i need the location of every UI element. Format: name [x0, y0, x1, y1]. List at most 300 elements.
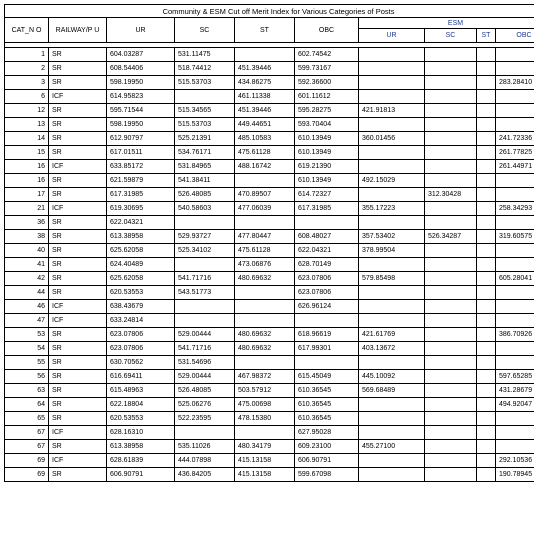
- cell-cat-no: 17: [5, 188, 49, 202]
- table-row: [5, 90, 534, 104]
- cell-cat-no: 67: [5, 426, 49, 440]
- merit-index-sheet: [4, 4, 534, 482]
- cell-ur: 614.95823: [107, 90, 175, 104]
- cell-st: 470.89507: [235, 188, 295, 202]
- cell-st: 475.61128: [235, 244, 295, 258]
- cell-esm-st: [477, 468, 496, 482]
- cell-sc: 525.06276: [175, 398, 235, 412]
- cell-sc: 529.00444: [175, 370, 235, 384]
- cell-sc: 436.84205: [175, 468, 235, 482]
- cell-sc: 515.53703: [175, 76, 235, 90]
- cell-railway: ICF: [49, 454, 107, 468]
- cell-st: 415.13158: [235, 454, 295, 468]
- cell-ur: 628.16310: [107, 426, 175, 440]
- cell-esm-sc: [425, 244, 477, 258]
- cell-obc: 606.90791: [295, 454, 359, 468]
- cell-cat-no: 55: [5, 356, 49, 370]
- cell-sc: 529.00444: [175, 328, 235, 342]
- cell-obc: 610.13949: [295, 174, 359, 188]
- cell-esm-st: [477, 132, 496, 146]
- cell-esm-obc: 292.10536: [496, 454, 534, 468]
- cell-sc: 526.48085: [175, 188, 235, 202]
- cell-ur: 612.90797: [107, 132, 175, 146]
- cell-sc: 518.74412: [175, 62, 235, 76]
- table-row: [5, 328, 534, 342]
- cell-st: [235, 356, 295, 370]
- cell-railway: ICF: [49, 300, 107, 314]
- cell-obc: 627.95028: [295, 426, 359, 440]
- cell-esm-ur: 455.27100: [359, 440, 425, 454]
- cell-sc: 540.58603: [175, 202, 235, 216]
- cell-esm-obc: 319.60575: [496, 230, 534, 244]
- cell-esm-st: [477, 202, 496, 216]
- cell-obc: 610.13949: [295, 132, 359, 146]
- cell-obc: 622.04321: [295, 244, 359, 258]
- cell-esm-ur: [359, 160, 425, 174]
- cell-obc: 618.96619: [295, 328, 359, 342]
- cell-sc: 531.84965: [175, 160, 235, 174]
- cell-obc: 626.96124: [295, 300, 359, 314]
- cell-railway: SR: [49, 174, 107, 188]
- header-esm-obc: OBC: [496, 29, 534, 43]
- cell-st: [235, 286, 295, 300]
- cell-esm-obc: [496, 440, 534, 454]
- cell-obc: 599.67098: [295, 468, 359, 482]
- cell-railway: SR: [49, 146, 107, 160]
- cell-esm-obc: [496, 104, 534, 118]
- cell-sc: [175, 300, 235, 314]
- cell-esm-sc: [425, 48, 477, 62]
- cell-esm-st: [477, 244, 496, 258]
- cell-esm-ur: [359, 286, 425, 300]
- cell-ur: 633.85172: [107, 160, 175, 174]
- cell-esm-sc: [425, 314, 477, 328]
- cell-ur: 623.07806: [107, 328, 175, 342]
- cell-sc: 515.53703: [175, 118, 235, 132]
- cell-obc: 595.28275: [295, 104, 359, 118]
- cell-esm-sc: [425, 174, 477, 188]
- cell-st: 467.98372: [235, 370, 295, 384]
- cell-st: 449.44651: [235, 118, 295, 132]
- cell-sc: 531.54696: [175, 356, 235, 370]
- cell-ur: 616.69411: [107, 370, 175, 384]
- cell-obc: 619.21390: [295, 160, 359, 174]
- cell-esm-ur: [359, 48, 425, 62]
- cell-esm-ur: [359, 146, 425, 160]
- cell-esm-sc: [425, 258, 477, 272]
- cell-esm-st: [477, 328, 496, 342]
- cell-esm-obc: [496, 216, 534, 230]
- table-row: [5, 314, 534, 328]
- cell-cat-no: 69: [5, 468, 49, 482]
- cell-esm-obc: 605.28041: [496, 272, 534, 286]
- cell-railway: SR: [49, 384, 107, 398]
- cell-railway: SR: [49, 76, 107, 90]
- table-row: [5, 272, 534, 286]
- cell-esm-ur: [359, 356, 425, 370]
- cell-esm-sc: [425, 118, 477, 132]
- cell-ur: 617.31985: [107, 188, 175, 202]
- cell-esm-obc: [496, 314, 534, 328]
- cell-obc: [295, 216, 359, 230]
- cell-railway: SR: [49, 342, 107, 356]
- cell-obc: 615.45049: [295, 370, 359, 384]
- cell-cat-no: 6: [5, 90, 49, 104]
- cell-esm-sc: [425, 412, 477, 426]
- cell-ur: 624.40489: [107, 258, 175, 272]
- cell-esm-obc: [496, 300, 534, 314]
- cell-st: 480.69632: [235, 272, 295, 286]
- cell-railway: SR: [49, 118, 107, 132]
- cell-railway: SR: [49, 62, 107, 76]
- cell-esm-sc: [425, 76, 477, 90]
- cell-esm-sc: [425, 440, 477, 454]
- cell-esm-ur: [359, 90, 425, 104]
- cell-esm-ur: [359, 118, 425, 132]
- cell-cat-no: 46: [5, 300, 49, 314]
- table-row: [5, 76, 534, 90]
- cell-esm-ur: 355.17223: [359, 202, 425, 216]
- cell-esm-obc: 494.92047: [496, 398, 534, 412]
- cell-esm-st: [477, 384, 496, 398]
- cell-esm-st: [477, 90, 496, 104]
- cell-esm-sc: [425, 356, 477, 370]
- cell-cat-no: 36: [5, 216, 49, 230]
- cell-st: 477.06039: [235, 202, 295, 216]
- cell-esm-st: [477, 286, 496, 300]
- cell-esm-ur: [359, 216, 425, 230]
- cell-ur: 630.70562: [107, 356, 175, 370]
- table-row: [5, 146, 534, 160]
- cell-cat-no: 69: [5, 454, 49, 468]
- table-row: [5, 244, 534, 258]
- cell-esm-obc: [496, 174, 534, 188]
- cell-esm-sc: [425, 328, 477, 342]
- cell-esm-ur: 445.10092: [359, 370, 425, 384]
- cell-cat-no: 42: [5, 272, 49, 286]
- cell-obc: 610.13949: [295, 146, 359, 160]
- cell-esm-sc: [425, 384, 477, 398]
- cell-esm-st: [477, 412, 496, 426]
- cell-sc: 444.07898: [175, 454, 235, 468]
- cell-esm-st: [477, 174, 496, 188]
- cell-esm-sc: [425, 132, 477, 146]
- cell-cat-no: 54: [5, 342, 49, 356]
- cell-ur: 604.03287: [107, 48, 175, 62]
- cell-esm-ur: 421.91813: [359, 104, 425, 118]
- table-row: [5, 440, 534, 454]
- cell-st: 480.34179: [235, 440, 295, 454]
- table-row: [5, 342, 534, 356]
- table-row: [5, 118, 534, 132]
- cell-sc: 515.34565: [175, 104, 235, 118]
- table-row: [5, 202, 534, 216]
- cell-railway: SR: [49, 356, 107, 370]
- cell-st: 451.39446: [235, 104, 295, 118]
- cell-obc: [295, 314, 359, 328]
- cell-esm-st: [477, 426, 496, 440]
- cell-railway: SR: [49, 398, 107, 412]
- cell-esm-obc: 258.34293: [496, 202, 534, 216]
- cell-esm-ur: 360.01456: [359, 132, 425, 146]
- cell-esm-obc: [496, 342, 534, 356]
- merit-index-table: [4, 4, 534, 482]
- cell-esm-ur: [359, 412, 425, 426]
- cell-esm-sc: [425, 62, 477, 76]
- cell-st: 461.11338: [235, 90, 295, 104]
- cell-railway: SR: [49, 216, 107, 230]
- cell-obc: 623.07806: [295, 286, 359, 300]
- cell-railway: ICF: [49, 202, 107, 216]
- cell-st: 478.15380: [235, 412, 295, 426]
- cell-cat-no: 41: [5, 258, 49, 272]
- cell-esm-obc: [496, 62, 534, 76]
- cell-esm-ur: [359, 314, 425, 328]
- header-esm-sc: SC: [425, 29, 477, 43]
- cell-railway: SR: [49, 258, 107, 272]
- cell-esm-st: [477, 370, 496, 384]
- cell-esm-ur: 492.15029: [359, 174, 425, 188]
- cell-esm-obc: [496, 412, 534, 426]
- cell-ur: 613.38958: [107, 230, 175, 244]
- cell-sc: 541.71716: [175, 342, 235, 356]
- cell-st: [235, 174, 295, 188]
- cell-esm-obc: 261.44971: [496, 160, 534, 174]
- cell-obc: 610.36545: [295, 412, 359, 426]
- cell-obc: 592.36600: [295, 76, 359, 90]
- cell-sc: 522.23595: [175, 412, 235, 426]
- cell-esm-sc: [425, 146, 477, 160]
- cell-cat-no: 3: [5, 76, 49, 90]
- cell-esm-ur: [359, 398, 425, 412]
- cell-esm-st: [477, 454, 496, 468]
- cell-esm-sc: 526.34287: [425, 230, 477, 244]
- cell-esm-ur: 421.61769: [359, 328, 425, 342]
- cell-obc: 610.36545: [295, 384, 359, 398]
- cell-st: [235, 426, 295, 440]
- cell-obc: [295, 356, 359, 370]
- cell-esm-st: [477, 230, 496, 244]
- cell-obc: 617.99301: [295, 342, 359, 356]
- cell-esm-sc: [425, 398, 477, 412]
- cell-obc: 610.36545: [295, 398, 359, 412]
- cell-esm-st: [477, 272, 496, 286]
- header-cat-no: CAT_N O: [5, 18, 49, 43]
- cell-cat-no: 63: [5, 384, 49, 398]
- cell-esm-obc: 597.65285: [496, 370, 534, 384]
- cell-ur: 598.19950: [107, 76, 175, 90]
- cell-st: [235, 216, 295, 230]
- cell-ur: 638.43679: [107, 300, 175, 314]
- header-esm: ESM: [359, 18, 534, 29]
- table-row: [5, 286, 534, 300]
- cell-esm-ur: [359, 188, 425, 202]
- header-st: ST: [235, 18, 295, 43]
- table-row: [5, 412, 534, 426]
- cell-st: 503.57912: [235, 384, 295, 398]
- cell-sc: 541.38411: [175, 174, 235, 188]
- cell-cat-no: 12: [5, 104, 49, 118]
- cell-esm-ur: 403.13672: [359, 342, 425, 356]
- cell-esm-st: [477, 342, 496, 356]
- table-row: [5, 300, 534, 314]
- cell-sc: [175, 90, 235, 104]
- cell-st: 415.13158: [235, 468, 295, 482]
- cell-ur: 633.24814: [107, 314, 175, 328]
- table-row: [5, 426, 534, 440]
- cell-esm-obc: [496, 258, 534, 272]
- cell-esm-sc: [425, 342, 477, 356]
- cell-cat-no: 38: [5, 230, 49, 244]
- table-row: [5, 174, 534, 188]
- table-row: [5, 230, 534, 244]
- cell-ur: 625.62058: [107, 244, 175, 258]
- cell-esm-ur: [359, 426, 425, 440]
- cell-railway: ICF: [49, 90, 107, 104]
- cell-esm-sc: [425, 272, 477, 286]
- cell-sc: [175, 216, 235, 230]
- header-obc: OBC: [295, 18, 359, 43]
- cell-cat-no: 67: [5, 440, 49, 454]
- cell-st: 473.06876: [235, 258, 295, 272]
- cell-esm-st: [477, 258, 496, 272]
- cell-esm-obc: 261.77825: [496, 146, 534, 160]
- cell-st: [235, 314, 295, 328]
- cell-st: [235, 300, 295, 314]
- table-row: [5, 160, 534, 174]
- cell-sc: 543.51773: [175, 286, 235, 300]
- cell-railway: SR: [49, 104, 107, 118]
- cell-cat-no: 65: [5, 412, 49, 426]
- cell-st: 475.00698: [235, 398, 295, 412]
- cell-st: 434.86275: [235, 76, 295, 90]
- cell-esm-obc: [496, 286, 534, 300]
- cell-esm-obc: 386.70926: [496, 328, 534, 342]
- cell-esm-st: [477, 216, 496, 230]
- cell-sc: [175, 258, 235, 272]
- table-row: [5, 370, 534, 384]
- cell-esm-obc: [496, 90, 534, 104]
- cell-st: 488.16742: [235, 160, 295, 174]
- cell-ur: 595.71544: [107, 104, 175, 118]
- cell-railway: SR: [49, 244, 107, 258]
- cell-sc: 525.21391: [175, 132, 235, 146]
- cell-railway: ICF: [49, 160, 107, 174]
- cell-obc: 593.70404: [295, 118, 359, 132]
- cell-esm-st: [477, 300, 496, 314]
- cell-cat-no: 14: [5, 132, 49, 146]
- cell-st: 480.69632: [235, 328, 295, 342]
- cell-obc: 608.48027: [295, 230, 359, 244]
- cell-esm-obc: [496, 356, 534, 370]
- cell-railway: SR: [49, 370, 107, 384]
- cell-obc: 628.70149: [295, 258, 359, 272]
- cell-ur: 622.18804: [107, 398, 175, 412]
- cell-esm-ur: 579.85498: [359, 272, 425, 286]
- cell-esm-ur: 378.99504: [359, 244, 425, 258]
- cell-railway: SR: [49, 188, 107, 202]
- cell-sc: 535.11026: [175, 440, 235, 454]
- cell-sc: 525.34102: [175, 244, 235, 258]
- cell-esm-st: [477, 314, 496, 328]
- cell-cat-no: 53: [5, 328, 49, 342]
- table-row: [5, 454, 534, 468]
- cell-railway: SR: [49, 328, 107, 342]
- cell-st: 477.80447: [235, 230, 295, 244]
- cell-obc: 617.31985: [295, 202, 359, 216]
- cell-railway: SR: [49, 48, 107, 62]
- cell-st: 451.39446: [235, 62, 295, 76]
- cell-cat-no: 13: [5, 118, 49, 132]
- cell-ur: 623.07806: [107, 342, 175, 356]
- cell-st: 480.69632: [235, 342, 295, 356]
- cell-esm-st: [477, 160, 496, 174]
- cell-esm-ur: 357.53402: [359, 230, 425, 244]
- table-row: [5, 384, 534, 398]
- cell-esm-sc: [425, 370, 477, 384]
- cell-cat-no: 1: [5, 48, 49, 62]
- cell-railway: SR: [49, 440, 107, 454]
- cell-obc: 614.72327: [295, 188, 359, 202]
- cell-esm-ur: [359, 258, 425, 272]
- cell-ur: 628.61839: [107, 454, 175, 468]
- cell-railway: ICF: [49, 426, 107, 440]
- cell-ur: 620.53553: [107, 286, 175, 300]
- cell-esm-ur: [359, 300, 425, 314]
- cell-esm-obc: 241.72336: [496, 132, 534, 146]
- header-railway: RAILWAY/P U: [49, 18, 107, 43]
- cell-cat-no: 2: [5, 62, 49, 76]
- cell-ur: 613.38958: [107, 440, 175, 454]
- header-esm-ur: UR: [359, 29, 425, 43]
- cell-sc: [175, 426, 235, 440]
- cell-railway: SR: [49, 412, 107, 426]
- cell-ur: 625.62058: [107, 272, 175, 286]
- cell-esm-sc: [425, 454, 477, 468]
- cell-esm-obc: [496, 244, 534, 258]
- cell-esm-sc: [425, 202, 477, 216]
- cell-ur: 620.53553: [107, 412, 175, 426]
- cell-ur: 598.19950: [107, 118, 175, 132]
- cell-esm-ur: [359, 468, 425, 482]
- cell-esm-st: [477, 146, 496, 160]
- cell-cat-no: 15: [5, 146, 49, 160]
- cell-esm-sc: [425, 104, 477, 118]
- cell-st: 475.61128: [235, 146, 295, 160]
- table-row: [5, 104, 534, 118]
- cell-cat-no: 44: [5, 286, 49, 300]
- cell-st: 485.10583: [235, 132, 295, 146]
- cell-esm-sc: 312.30428: [425, 188, 477, 202]
- header-sc: SC: [175, 18, 235, 43]
- cell-cat-no: 16: [5, 174, 49, 188]
- cell-esm-sc: [425, 160, 477, 174]
- cell-ur: 617.01511: [107, 146, 175, 160]
- cell-ur: 621.59879: [107, 174, 175, 188]
- cell-esm-sc: [425, 90, 477, 104]
- cell-esm-obc: [496, 426, 534, 440]
- cell-sc: 534.76171: [175, 146, 235, 160]
- cell-obc: 623.07806: [295, 272, 359, 286]
- cell-esm-st: [477, 398, 496, 412]
- cell-esm-sc: [425, 216, 477, 230]
- cell-esm-ur: [359, 454, 425, 468]
- cell-cat-no: 64: [5, 398, 49, 412]
- cell-esm-ur: 569.68489: [359, 384, 425, 398]
- cell-esm-sc: [425, 286, 477, 300]
- cell-sc: 526.48085: [175, 384, 235, 398]
- cell-cat-no: 16: [5, 160, 49, 174]
